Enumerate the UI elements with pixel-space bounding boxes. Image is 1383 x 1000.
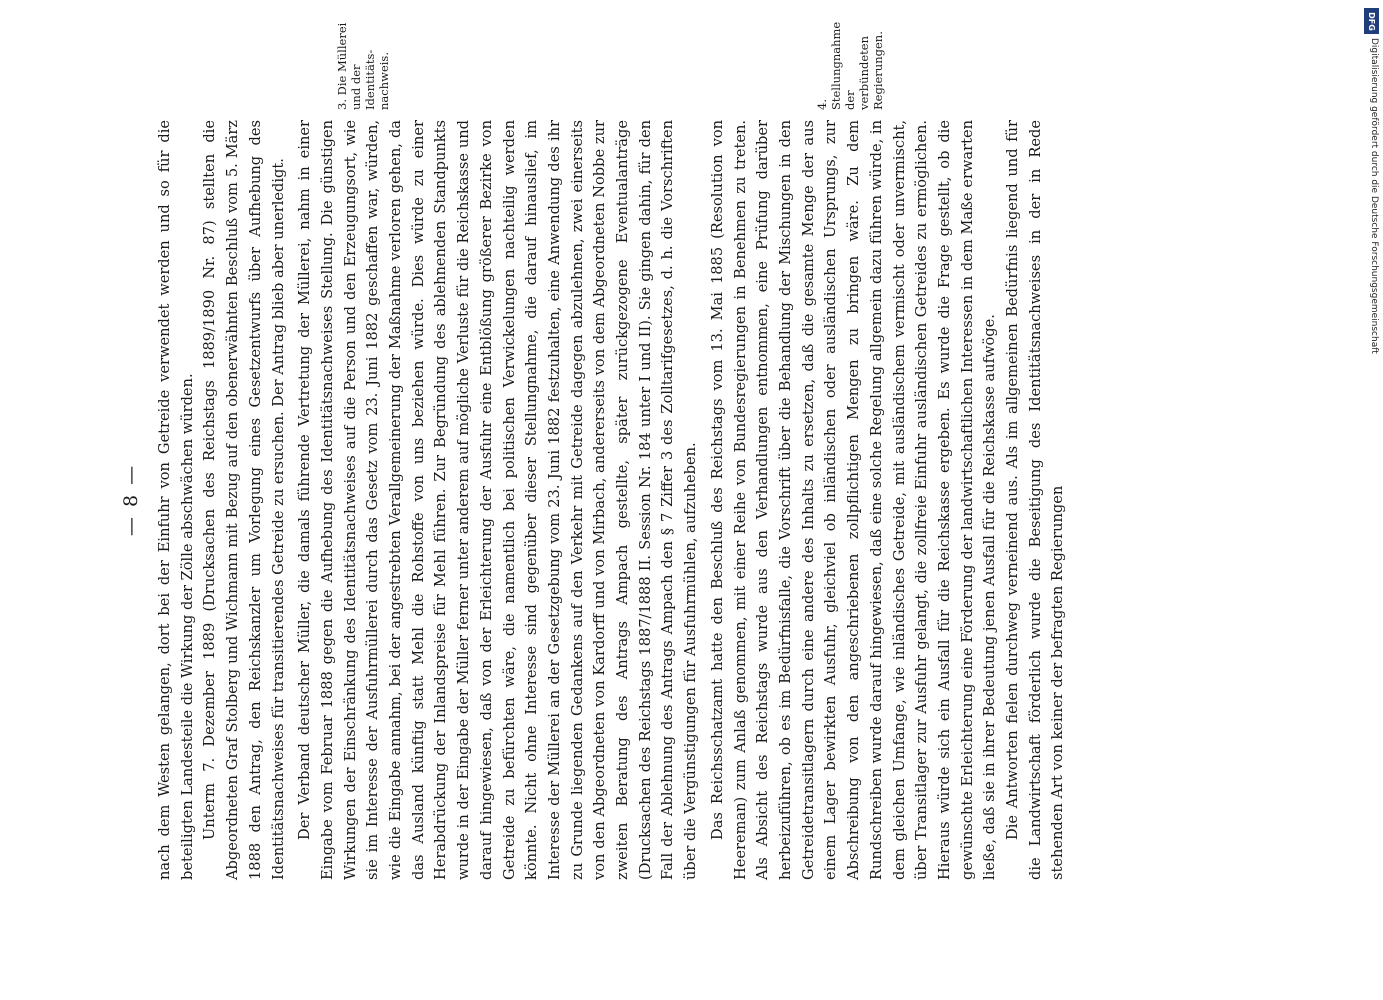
dfg-credit-strip [1362,8,1382,998]
margin-note-text: Die Müllerei und der Identitätsnachweis. [335,22,391,110]
paragraph-3: Der Verband deutscher Müller, die damals führende Vertretung der Müllerei, nahm in einer Eingabe vom Februar 1888 gegen die Aufhebung des Identitätsnachweises Stellung. Die günstigen Wirkungen der Einschränkung des Identitätsnachweises auf die Person und den Erzeugungsort, wie sie im Interesse der Ausfuhrmüllerei durch das Gesetz vom 23. Juni 1882 geschaffen war, würden, wie die Eingabe annahm, bei der angestrebten Verallgemeinerung der Maßnahme verloren gehen, da das Ausland künftig statt Mehl die Rohstoffe von uns beziehen würde. Dies würde zu einer Herabdrückung der Inlandspreise für Mehl führen. Zur Begründung des ablehnenden Standpunkts wurde in der Eingabe der Müller ferner unter anderem auf mögliche Verluste für die Reichskasse und darauf hingewiesen, daß von der Erleichterung der Ausfuhr eine Entblößung größerer Bezirke von Getreide zu befürchten wäre, die namentlich bei politischen Verwickelungen nachteilig werden könnte. Nicht ohne Interesse sind gegenüber dieser Stellungnahme, die darauf hinauslief, im Interesse der Müllerei an der Gesetzgebung vom 23. Juni 1882 festzuhalten, eine Anwendung des ihr zu Grunde liegenden Gedankens auf den Verkehr mit Getreide dagegen abzulehnen, zwei einerseits von den Abgeordneten von Kardorff und von Mirbach, andererseits von dem Abgeordneten Nobbe zur zweiten Beratung des Antrags Ampach gestellte, später zurückgezogene Eventualanträge (Drucksachen des Reichstags 1887/1888 II. Session Nr. 184 unter I und II). Sie gingen dahin, für den Fall der Ablehnung des Antrags Ampach den § 7 Ziffer 3 des Zolltarifgesetzes, d. h. die Vorschriften über die Vergünstigungen für Ausfuhrmühlen, aufzuheben. [296,120,700,880]
margin-note-number: 4. [815,99,829,110]
margin-note-4 [815,20,885,110]
paragraph-5: Die Antworten fielen durchweg verneinend aus. Als im allgemeinen Bedürfnis liegend und für die Landwirtschaft förderlich wurde die Beseitigung des Identitätsnachweises in der in Rede stehenden Art von keiner der befragten Regierungen [1004,120,1067,880]
main-text-body [154,120,1070,880]
dfg-credit-text: Digitalisierung gefördert durch die Deutsche Forschungsgemeinschaft [1369,38,1379,354]
dfg-logo-icon: DFG [1364,8,1379,34]
paragraph-1: nach dem Westen gelangen, dort bei der Einfuhr von Getreide verwendet werden und so für die beteiligten Landesteile die Wirkung der Zölle abschwächen würden. [156,120,196,880]
margin-note-number: 3. [335,99,349,110]
paragraph-4: Das Reichsschatzamt hatte den Beschluß des Reichstags vom 13. Mai 1885 (Resolution von Heereman) zum Anlaß genommen, mit einer Reihe von Bundesregierungen in Benehmen zu treten. Als Absicht des Reichstags wurde aus den Verhandlungen entnommen, eine Prüfung darüber herbeizuführen, ob es im Bedürfnisfalle, die Vorschrift über die Behandlung der Mischungen in den Getreidetransitlagern durch eine andere des Inhalts zu ersetzen, daß die gesamte Menge der aus einem Lager bewirkten Ausfuhr, gleichviel ob inländischen oder ausländischen Ursprungs, zur Abschreibung von den angeschriebenen zollpflichtigen Mengen zu bringen wäre. Zu dem Rundschreiben wurde darauf hingewiesen, daß eine solche Regelung allgemein dazu führen würde, in dem gleichen Umfange, wie inländisches Getreide, mit ausländischem vermischt oder unvermischt, über Transitlager zur Ausfuhr gelangt, die zollfreie Einfuhr ausländischen Getreides zu ermöglichen. Hieraus würde sich ein Ausfall für die Reichskasse ergeben. Es wurde die Frage gestellt, ob die gewünschte Erleichterung eine Förderung der landwirtschaftlichen Interessen in dem Maße erwarten ließe, daß sie in ihrer Bedeutung jenen Ausfall für die Reichskasse aufwöge. [708,120,999,880]
paragraph-2: Unterm 7. Dezember 1889 (Drucksachen des Reichstags 1889/1890 Nr. 87) stellten die Abgeordneten Graf Stolberg und Wichmann mit Bezug auf den obenerwähnten Beschluß vom 5. März 1888 den Antrag, den Reichskanzler um Vorlegung eines Gesetzentwurfs über Aufhebung des Identitätsnachweises für transitierendes Getreide zu ersuchen. Der Antrag blieb aber unerledigt. [201,120,287,880]
margin-note-text: Stellungnahme der verbündeten Regierungen. [829,21,885,110]
page-number: — 8 — [120,463,142,537]
margin-note-3 [335,20,391,110]
rotated-document-page [120,20,1280,880]
